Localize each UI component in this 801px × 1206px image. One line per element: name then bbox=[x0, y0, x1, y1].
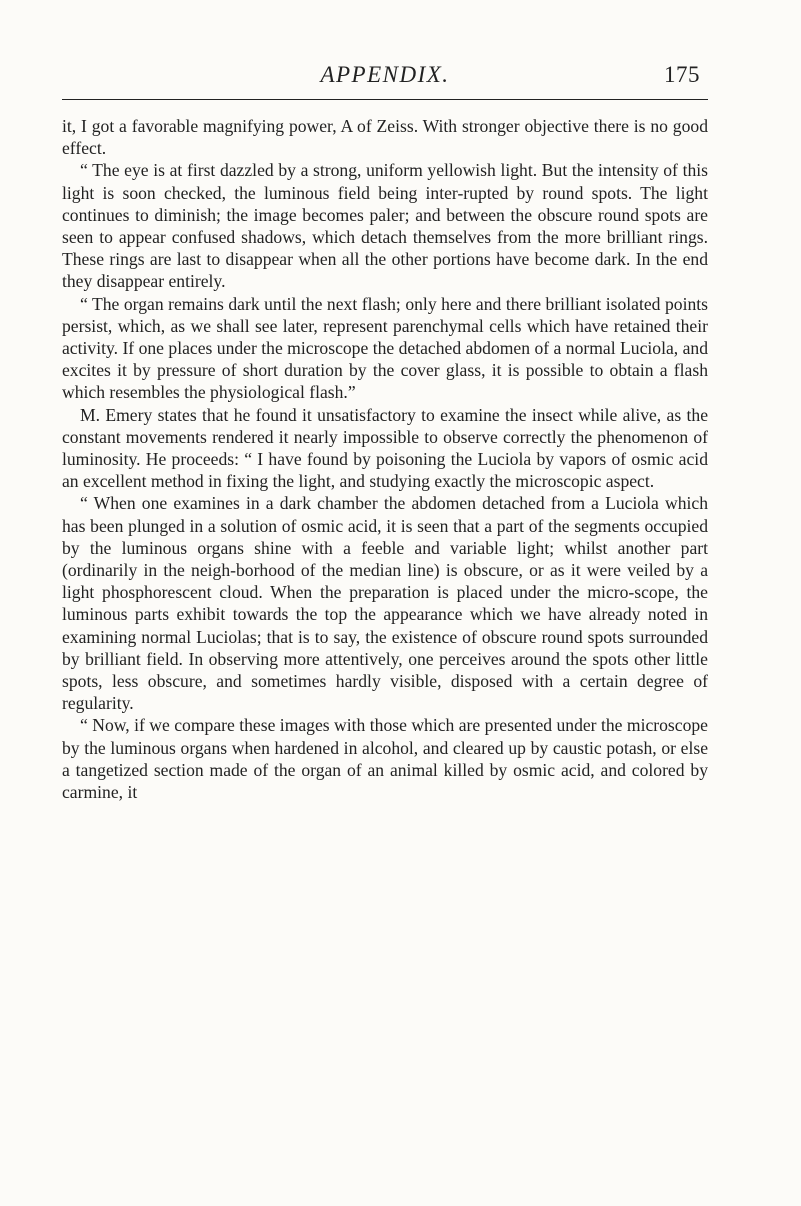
page-number: 175 bbox=[664, 62, 700, 87]
paragraph-4: M. Emery states that he found it unsatisfactory to examine the insect while alive, as the constant movements rendered it nearly impossible to observe correctly the phenomenon of luminosity. He proceeds: “ I have found by poisoning the Luciola by vapors of osmic acid an excellent method in fixing the light, and studying exactly the microscopic aspect. bbox=[62, 404, 708, 492]
paragraph-2: “ The eye is at first dazzled by a strong, uniform yellowish light. But the intensity of this light is soon checked, the luminous field being inter-rupted by round spots. The light continues to diminish; the image becomes paler; and between the obscure round spots are seen to appear confused shadows, which detach themselves from the more brilliant rings. These rings are last to disappear when all the other portions have become dark. In the end they disappear entirely. bbox=[62, 160, 708, 292]
running-header bbox=[62, 52, 708, 100]
paragraph-5: “ When one examines in a dark chamber the abdomen detached from a Luciola which has been plunged in a solution of osmic acid, it is seen that a part of the segments occupied by the luminous organs shine with a feeble and variable light; whilst another part (ordinarily in the neigh-borhood of the median line) is obscure, or as it were veiled by a light phosphorescent cloud. When the preparation is placed under the micro-scope, the luminous parts exhibit towards the top the appearance which we have already noted in examining normal Luciolas; that is to say, the existence of obscure round spots surrounded by brilliant field. In observing more attentively, one perceives around the spots other little spots, less obscure, and sometimes hardly visible, disposed with a certain degree of regularity. bbox=[62, 493, 708, 714]
header-title: APPENDIX. bbox=[320, 62, 450, 87]
body-text bbox=[62, 115, 708, 803]
paragraph-6: “ Now, if we compare these images with those which are presented under the microscope by the luminous organs when hardened in alcohol, and cleared up by caustic potash, or else a tangetized section made of the organ of an animal killed by osmic acid, and colored by carmine, it bbox=[62, 715, 708, 803]
paragraph-1: it, I got a favorable magnifying power, A of Zeiss. With stronger objective there is no good effect. bbox=[62, 116, 708, 159]
header-rule bbox=[62, 99, 708, 100]
paragraph-3: “ The organ remains dark until the next flash; only here and there brilliant isolated points persist, which, as we shall see later, represent parenchymal cells which have retained their activity. If one places under the microscope the detached abdomen of a normal Luciola, and excites it by pressure of short duration by the cover glass, it is possible to obtain a flash which resembles the physiological flash.” bbox=[62, 293, 708, 403]
